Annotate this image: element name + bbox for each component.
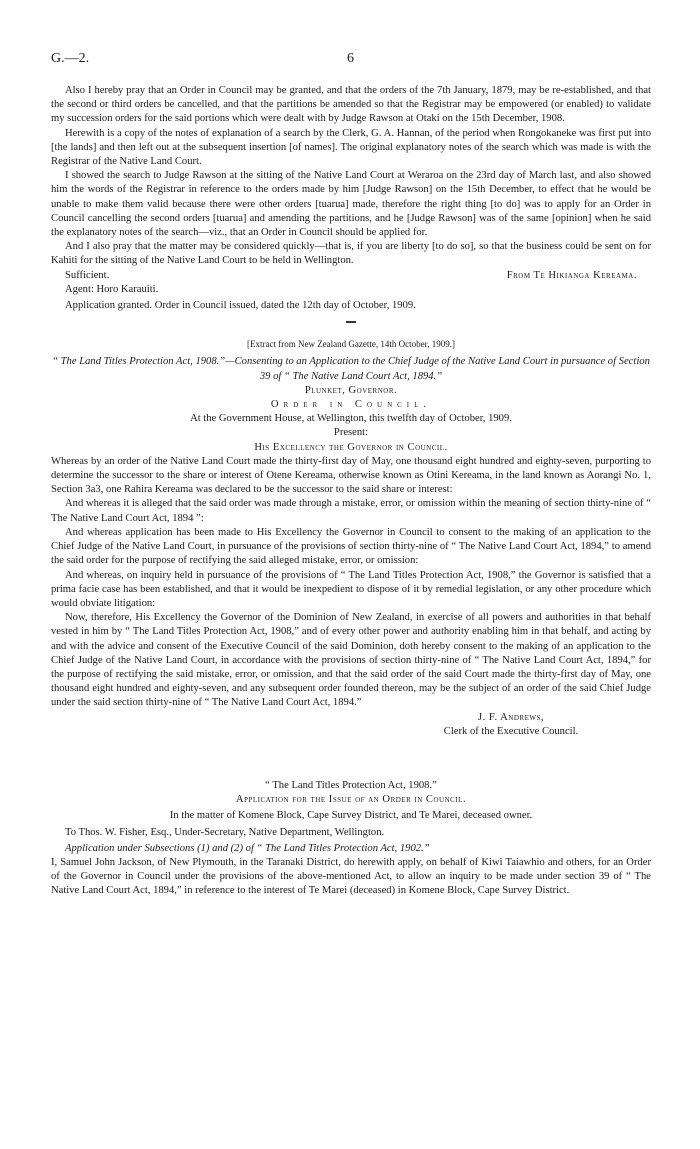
now-therefore-paragraph: Now, therefore, His Excellency the Governor of the Dominion of New Zealand, in exercise of all powers and authorities in that behalf vested in him by “ The Land Titles Protection Act, 1908,” and of every other power and authority enabling him in that behalf, and acting by and with the advice and consent of the Executive Council of the said Dominion, doth hereby consent to the making of an application to the Chief Judge of the Native Land Court, in accordance with the provisions of section thirty-nine of “ The Native Land Court Act, 1894,” for the purpose of rectifying the said mistake, error, or omission, and that the said order of the said Court made the thirty-first day of May, one thousand eight hundred and eighty-seven, and any subsequent order founded thereon, may be the subject of an order of the said Chief Judge under the said section thirty-nine of “ The Native Land Court Act, 1894.” bbox=[51, 612, 651, 709]
section-divider bbox=[346, 321, 356, 323]
gazette-extract-note: [Extract from New Zealand Gazette, 14th October, 1909.] bbox=[246, 339, 456, 350]
sufficient-text: Sufficient. bbox=[65, 269, 110, 281]
document-page bbox=[51, 52, 651, 899]
signer-title: Clerk of the Executive Council. bbox=[443, 725, 579, 737]
application-act-title: “ The Land Titles Protection Act, 1908.” bbox=[265, 779, 437, 791]
application-subsections: Application under Subsections (1) and (2) of “ The Land Titles Protection Act, 1902.” bbox=[65, 842, 430, 854]
whereas-paragraph-2: And whereas it is alleged that the said order was made through a mistake, error, or omission within the meaning of section thirty-nine of “ The Native Land Court Act, 1894 ”: bbox=[51, 498, 651, 524]
whereas-paragraph-1: Whereas by an order of the Native Land Court made the thirty-first day of May, one thousand eight hundred and eighty-seven, purporting to determine the successor to the share or interest of Otene Kereama, otherwise known as Otini Kereama, in the land known as Aorangi No. 1, Section 3a3, one Rahira Kereama was declared to be the successor to the said share or interest: bbox=[51, 455, 651, 496]
application-heading: Application for the Issue of an Order in Council. bbox=[235, 794, 467, 806]
petition-paragraph-2: Herewith is a copy of the notes of explanation of a search by the Clerk, G. A. Hannan, of the period when Rongokaneke was first put into [the lands] and then left out at the subsequent insertion [of names]. The original explanatory notes of the search which was made is with the Registrar of the Native Land Court. bbox=[51, 127, 651, 168]
application-section bbox=[51, 779, 651, 899]
whereas-paragraph-3: And whereas application has been made to His Excellency the Governor in Council to consent to the making of an application to the Chief Judge of the Native Land Court, in pursuance of the provisions of section thirty-nine of “ The Native Land Court Act, 1894,” to amend the said order for the purpose of rectifying the said alleged mistake, error, or omission: bbox=[51, 526, 651, 567]
petition-paragraph-3: I showed the search to Judge Rawson at the sitting of the Native Land Court at Weraroa on the 23rd day of March last, and also showed him the words of the Registrar in reference to the orders made by him [Judge Rawson] on the 15th December, to effect that he would be unable to make them valid because there were other orders [tuarua] made, therefore the right thing [to do] was to apply for an Order in Council cancelling the second orders [tuarua] and amending the partitions, and he [Judge Rawson] was of the same [opinion] when he said the explanatory notes of the search—viz., that an Order in Council should be applied for. bbox=[51, 170, 651, 239]
whereas-paragraph-4: And whereas, on inquiry held in pursuance of the provisions of “ The Land Titles Protection Act, 1908,” the Governor is satisfied that a prima facie case has been established, and that it would be inexpedient to dispose of it by remedial legislation, or any other procedure which would obviate litigation: bbox=[51, 569, 651, 609]
petition-paragraph-4: And I also pray that the matter may be considered quickly—that is, if you are liberty [to do so], so that the business could be sent on for Kahiti for the sitting of the Native Land Court to be held in Wellington. bbox=[51, 241, 651, 267]
signature-block bbox=[421, 711, 601, 739]
document-reference: G.—2. bbox=[51, 51, 90, 66]
governor-name: Plunket, Governor. bbox=[304, 384, 398, 396]
application-recipient: To Thos. W. Fisher, Esq., Under-Secretary, Native Department, Wellington. bbox=[65, 826, 385, 838]
gazette-section bbox=[51, 337, 651, 739]
page-header bbox=[51, 52, 651, 84]
order-heading: Order in Council. bbox=[270, 399, 432, 411]
gazette-title: “ The Land Titles Protection Act, 1908.”—Consenting to an Application to the Chief Judge of the Native Land Court in pursuance of Section 39 of “ The Native Land Court Act, 1894.” bbox=[52, 356, 650, 382]
petition-paragraph-1: Also I hereby pray that an Order in Council may be granted, and that the orders of the 7th January, 1879, may be re-established, and that the second or third orders be cancelled, and that the partitions be amended so that the Registrar may be empowered (or enabled) to validate my succession orders for the said portions which were dealt with by Judge Rawson at Otaki on the 15th December, 1908. bbox=[51, 85, 651, 125]
petition-section bbox=[51, 84, 651, 313]
agent-line: Agent: Horo Karauiti. bbox=[65, 283, 159, 295]
signer-name: J. F. Andrews, bbox=[477, 711, 545, 723]
petitioner-name: From Te Hikianga Kereama. bbox=[506, 269, 637, 281]
government-house-line: At the Government House, at Wellington, this twelfth day of October, 1909. bbox=[190, 413, 512, 425]
present-label: Present: bbox=[333, 427, 369, 439]
page-number: 6 bbox=[347, 51, 354, 66]
application-matter: In the matter of Komene Block, Cape Survey District, and Te Marei, deceased owner. bbox=[169, 810, 533, 822]
application-granted-line: Application granted. Order in Council issued, dated the 12th day of October, 1909. bbox=[65, 300, 416, 312]
application-body: I, Samuel John Jackson, of New Plymouth, in the Taranaki District, do herewith apply, on behalf of Kiwi Taiawhio and others, for an Order of the Governor in Council under the provisions of the above-mentioned Act, to allow an inquiry to be made under section 39 of “ The Native Land Court Act, 1894,” in reference to the interest of Te Marei (deceased) in Komene Block, Cape Survey District. bbox=[51, 856, 651, 897]
petition-signoff bbox=[51, 269, 651, 283]
governor-in-council: His Excellency the Governor in Council. bbox=[254, 441, 448, 453]
